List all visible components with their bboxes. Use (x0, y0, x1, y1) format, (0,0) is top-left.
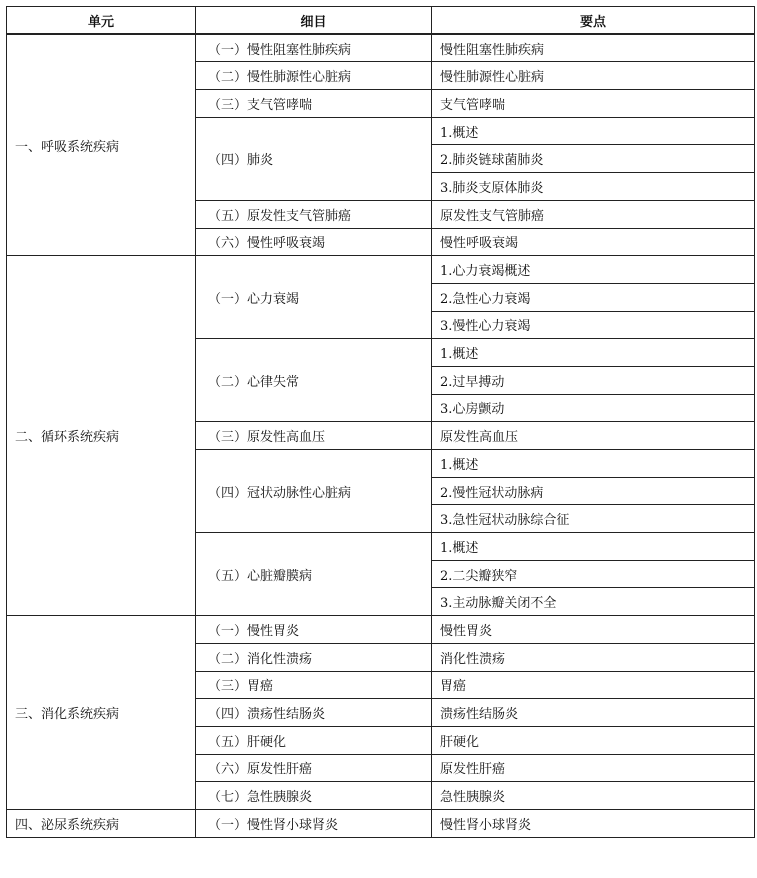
detail-cell: （四）肺炎 (196, 117, 432, 200)
point-cell: 支气管哮喘 (432, 90, 755, 118)
point-cell: 慢性肾小球肾炎 (432, 809, 755, 837)
table-body (7, 34, 755, 837)
point-cell: 慢性肺源性心脏病 (432, 62, 755, 90)
point-cell: 1.心力衰竭概述 (432, 256, 755, 284)
point-cell: 溃疡性结肠炎 (432, 699, 755, 727)
table-row (7, 616, 755, 644)
point-cell: 3.主动脉瓣关闭不全 (432, 588, 755, 616)
point-cell: 急性胰腺炎 (432, 782, 755, 810)
point-cell: 消化性溃疡 (432, 643, 755, 671)
header-unit: 单元 (7, 7, 196, 35)
detail-cell: （二）心律失常 (196, 339, 432, 422)
detail-cell: （四）冠状动脉性心脏病 (196, 450, 432, 533)
point-cell: 1.概述 (432, 339, 755, 367)
point-cell: 原发性肝癌 (432, 754, 755, 782)
header-detail: 细目 (196, 7, 432, 35)
point-cell: 1.概述 (432, 450, 755, 478)
point-cell: 原发性高血压 (432, 422, 755, 450)
detail-cell: （六）慢性呼吸衰竭 (196, 228, 432, 256)
detail-cell: （三）支气管哮喘 (196, 90, 432, 118)
detail-cell: （一）慢性肾小球肾炎 (196, 809, 432, 837)
detail-cell: （七）急性胰腺炎 (196, 782, 432, 810)
point-cell: 1.概述 (432, 533, 755, 561)
point-cell: 3.急性冠状动脉综合征 (432, 505, 755, 533)
detail-cell: （六）原发性肝癌 (196, 754, 432, 782)
detail-cell: （一）慢性胃炎 (196, 616, 432, 644)
detail-cell: （三）胃癌 (196, 671, 432, 699)
unit-cell: 一、呼吸系统疾病 (7, 34, 196, 256)
detail-cell: （四）溃疡性结肠炎 (196, 699, 432, 727)
point-cell: 2.二尖瓣狭窄 (432, 560, 755, 588)
detail-cell: （三）原发性高血压 (196, 422, 432, 450)
unit-cell: 二、循环系统疾病 (7, 256, 196, 616)
point-cell: 2.过早搏动 (432, 366, 755, 394)
point-cell: 肝硬化 (432, 726, 755, 754)
point-cell: 2.肺炎链球菌肺炎 (432, 145, 755, 173)
point-cell: 2.急性心力衰竭 (432, 283, 755, 311)
detail-cell: （二）慢性肺源性心脏病 (196, 62, 432, 90)
point-cell: 慢性胃炎 (432, 616, 755, 644)
unit-cell: 三、消化系统疾病 (7, 616, 196, 810)
detail-cell: （五）肝硬化 (196, 726, 432, 754)
detail-cell: （一）心力衰竭 (196, 256, 432, 339)
point-cell: 慢性呼吸衰竭 (432, 228, 755, 256)
detail-cell: （二）消化性溃疡 (196, 643, 432, 671)
point-cell: 3.肺炎支原体肺炎 (432, 173, 755, 201)
point-cell: 胃癌 (432, 671, 755, 699)
detail-cell: （五）原发性支气管肺癌 (196, 200, 432, 228)
table-row (7, 256, 755, 284)
point-cell: 慢性阻塞性肺疾病 (432, 34, 755, 62)
syllabus-table (6, 6, 755, 838)
point-cell: 3.慢性心力衰竭 (432, 311, 755, 339)
point-cell: 原发性支气管肺癌 (432, 200, 755, 228)
header-point: 要点 (432, 7, 755, 35)
table-row (7, 809, 755, 837)
point-cell: 1.概述 (432, 117, 755, 145)
detail-cell: （五）心脏瓣膜病 (196, 533, 432, 616)
point-cell: 2.慢性冠状动脉病 (432, 477, 755, 505)
header-row (7, 7, 755, 35)
table-row (7, 34, 755, 62)
detail-cell: （一）慢性阻塞性肺疾病 (196, 34, 432, 62)
unit-cell: 四、泌尿系统疾病 (7, 809, 196, 837)
point-cell: 3.心房颤动 (432, 394, 755, 422)
